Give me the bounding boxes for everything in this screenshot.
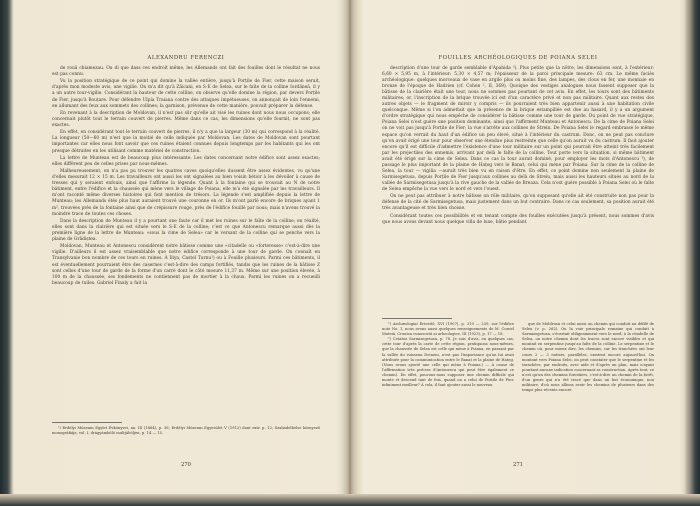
running-head-right: FOUILLES ARCHÉOLOGIQUES DE POIANA SELEI bbox=[438, 55, 598, 61]
left-page-body bbox=[52, 66, 320, 288]
footnote: ²) Archæologiai Értesítő, XVI (1907), p. 219 — 230; sur l'édifice note No. 1, nous avons aussi quelques renseignements de M. Cornel Mateiă, Cronica cunoscută ai arheologice, III (1923), p. 17 — 18. bbox=[382, 322, 514, 337]
footnote: ³) Cetatea Sarmizegetusa, p. 78. Je suis d'avis, en quelques cas, cette tour d'après la carte de cette région, pratiquons nous-mêmes, que la chaussée de Selea est celle qui mène à Poiana, en passant par la vallée du ruisseau Deineni, n'est pas l'importance qu'on lui avait attribuée pour la communication entre le Banat et la plaine de Hațeg. (Nous avons ajouté une celle qui mène à Poiana.) — À cause de l'affirmation très précise d'Antonescu qui peut être également ce chemin). En effet, pouvons-nous supposer une chemin difficile qui monte et descend tant de fois, quand on a celui de Porțile de Fier, infiniment meilleur? À cela, il faut ajouter aussi le nouveau bbox=[382, 337, 514, 388]
paragraph: Moldovan, Munteau et Antonescu considèrent notre bâtisse comme une «citadelle ou «forteresse» c'est-à-dire une vigilie. D'ailleurs il est assez vraisemblable que notre édifice corresponde à une tour de garde. On connaît en Transylvanie bon nombre de ces tours en ruines. À Iliya, Castel Turnu¹) ou à Fouille plusieurs. Parmi ces bâtiments, il est éventuellement pourraient être des casernes c'est-à-dire des camps fortifiés, tandis que les ruines de la bâtisse Z sont celles d'une tour de garde de la forme d'un carré dont le côté mesure 11,37 m. Même sur une position élevée, à 100 m de la chaussée, ses fondements ne contiennent pas de mortier à la chaux. Parmi les ruines on a recueilli beaucoup de tuiles. Gabriel Finaly a fait la bbox=[52, 244, 320, 286]
paragraph: La lettre de Munteau est de beaucoup plus intéressante. Les dates concernant notre édifice sont assez exactes; elles diffèrent peu de celles prises par nous-mêmes. bbox=[52, 155, 320, 167]
left-page bbox=[52, 50, 320, 490]
paragraph: En effet, en considérant tout le terrain couvert de pierres, il n'y a que la largeur (30 m) qui correspond à la réalité. La longueur (50—60 m) n'est que la moitié de celle indiquée par Moldovan. Les dates de Moldovan sont pourtant importantes car elles nous font savoir que ces ruines étaient connues depuis longtemps par les habitants qui les ont presque détruites en les utilisant comme matériel de construction. bbox=[52, 130, 320, 154]
paragraph: Malheureusement, on n'a pas pu trouver les quatres caves quoiqu'elles dussent être assez évidentes, vu qu'une d'elles mesurait 12 × 15 m. Les travailleurs ont aussi les ont signalées au bien voisin bétoir à les dévoiler à cause de tresses qui y seraient enfouis, ainsi que l'affirme la légende. Quant à la fontaine qui se trouvait au N de notre bâtiment, entre l'édifice et la chaussée qui mène vers le village de Poiana, elle m'a été signalée par les travailleurs. Il m'ont raconté même diverses histoires qui font mention de trésors. La légende s'est amplifiée depuis la lettre de Munteau; les Allemands étés plus haut auraient trouvé une couronne en or. Ils m'ont parlé encore de briques ayant 1 m², trouvées près de la fontaine ainsi que de crépissure rouge, près de l'édifice fouillé par nous; mais n'avons trouvé la moindre trace de toutes ces choses. bbox=[52, 169, 320, 217]
footnote-column-right bbox=[522, 322, 654, 393]
footnote-rule bbox=[382, 318, 452, 319]
right-footnotes bbox=[382, 322, 654, 393]
book-bottom-edge bbox=[0, 494, 700, 506]
paragraph: description d'une tour de garde semblable d'Apahida ²). Plus petite que la nôtre, les dimensions sont, à l'extérieur: 6,60 × 5,95 m, à l'intérieur: 5,30 × 4,57 m; l'épaisseur de la paroi principale mesure: 63 cm. Le même faciès archéologique: quelques morceaux de vase en argile plus ou moins fine, des lampes, des clous en fer, une monnaie en bronze de l'époque de Hadrien (cf. Cohen ², II, 369). Quoique des vestiges analogues nous fassent supposer que la bâtisse de la clairière était une tour, nous ne sommes pas pourtant de cet avis. En effet, les tours sont des bâtiments militaires; or, l'inscription de la brique trouvée ici est d'un caractère privé et non pas militaire. Quant aux restes des autres objets — le fragment de miroir y compris — ils pourraient très bien appartenir aussi à une habitation civile quelconque. Même si l'on admettait que la présence de la brique estampillée est due au hasard, il y a un argument d'ordre stratégique qui nous empêche de considérer la bâtisse comme une tour de garde. Du point de vue stratégique, Poiana Selei n'est guère une position dominante, ainsi que l'affirment Munteau et Antonescu. De la cime de Poiana Selei on ne voit pas jusqu'à Porțile de Fier; la vue s'arrête aux collines de Strein. De Poiana Selei le regard embrasse le même espace qu'on verrait du haut d'un édifice un peu élevé, situé à l'intérieur du castrum. Donc, on ne peut pas conclure qu'on avait érigé une tour pour observer une étendue plus restreinte que celle qu'on aurait vu du castrum. Il faut ajouter encore qu'il est difficile d'admettre l'existence d'une tour militaire sur un point qui pourrait être atteint très facilement par les projectiles des ennemis, arrivant par delà le faîte de la colline. Tout porte vers la situation, si même bâtiment avait été érigé sur la cime de Selea. Dans ce cas la tour aurait dominé, pour employer les mots d'Antonescu ³), de passage le plus important de la plaine de Hațeg vers le Banat, celui qui mène par Poiana. Sur la cime de la colline de Selea, la tour — vigilia —aurait très bien vu en raison d'être. En effet, ce point domine non seulement la plaine de Sarmisegetusa, depuis Porțile de Fier jusqu'aux collines au delà de Streiu, mais aussi les hauteurs situés au nord de la vallée de Sarmisegetusa jusqu'à la rive gauche de la vallée de Breaza. Cela n'est guère possible à Poiana Selei où le faîte de Selea empêche la vue vers le nord et vers l'ouest. bbox=[382, 66, 654, 192]
book-left-edge bbox=[0, 0, 14, 506]
right-page-body bbox=[382, 66, 654, 227]
paragraph: de rouă chiamezau. Ou di que dass ces endroit même, les Allemands ont fait des fouilles dont le résultat ne nous est pas connu. bbox=[52, 66, 320, 78]
paragraph: Considérant toutes ces possibilités et en tenant compte des fouilles exécutées jusqu'à présent, nous sommes d'avis que nous avons devant nous quelque villa de luxe, bâtie pendant bbox=[382, 213, 654, 225]
paragraph: En revenant à la description de Moldovan, il n'est pas sûr qu'elle ait visé les ruines dont nous nous occupons; elle concernait plutôt tout le terrain couvert de pierres. Même dans ce cas, les dimensions qu'elle fournit, ne sont pas exactes. bbox=[52, 110, 320, 129]
right-page bbox=[382, 50, 654, 490]
footnote-rule bbox=[52, 422, 122, 423]
paragraph: Dans la description de Munteau il y a pourtant une faute car il met les ruines sur le faîte de la colline; en réalité, elles sont dans la clairière qui est située vers le S-E de la colline; c'est ce que Antonescu remarque aussi dès la première ligne de la lettre de Munteau: «sous la cime de Selea» car le versant de la colline qui se penche vers la plaine de Grădiștea. bbox=[52, 218, 320, 243]
footnote-column-left bbox=[382, 322, 514, 393]
book-gutter bbox=[342, 0, 358, 506]
footnote: ¹) Erdélyi Múzeum Egylet Évkönyvei, an. III (1864), p. 36; Erdélyi Múzeum Egyesület V (1912) dont extr. p. 12; Szabadelbelse környező monográfiája, vol. I, drágyámbóló multjábóljen, p. 14 — 15. bbox=[52, 426, 320, 436]
left-footnotes bbox=[52, 426, 320, 436]
paragraph: Vu la position stratégique de ce point qui domine la vallée entière, jusqu'à Porțile de Fier, cette maison serait, d'après mon modeste avis, une vigilie. On m'a dit qu'à Zăicani, en S-E de Selea, sur le faîte de la colline Iordăneă, il y a un autre tour-vigilie. Considérant la hauteur de cette colline, on observe qu'elle domine la région, par devers Porțile de Fier, jusqu'à Bouțare. Pour défendre Ulpia Traiana contre des attaques impétueuses, on annonçait de loin l'ennemi, en allumant des feux aux sommets des collines; la garnison, prévenue de cette manière, pouvait préparer la défense. bbox=[52, 79, 320, 109]
book-right-edge bbox=[684, 0, 700, 506]
page-number-right: 271 bbox=[513, 462, 523, 468]
paragraph: On ne peut pas attribuer à notre bâtisse un rôle militaire, qu'on supposant qu'elle ait été construite non pas pour la défense de la cité de Sarmisegetusa, mais justement dans un but contraire. Dans ce cas seulement, sa position aurait été très avantageuse et très bien choisie. bbox=[382, 194, 654, 212]
footnote: que de Meldrusu et celui aussi un chemin qui conduit au défilé de Selea (v. p. 262). On la voie principale romaine qui conduit à Sarmizegetusa, s'écartait obligeamment vers le nord, à la citadelle de Selea, on notre chemin dont les traces sont encore visibles et qui montait en serpentine jusqu'au faîte de la colline. Le serpentine et le chemin où, pour mieux dire, les chemins, car les tranchées ont leur cours 2 — 3 entiers, parallèles, existent encore aujourd'hui. On montant vers Poiana Selei, on peut constater que le serpentine et les tranchées, par endroits, avec aide et d'après un plan, mais n'ayant pourtant aucune indication concernant sa construction. Après tout, ce n'est qu'un des chemins forestiers, c'est-à-dire un chemin de la forêt, d'un genre qui n'a été tracé que dans un but économique, non militaire, d'où nous allions avoir les chemins de plusieurs dans des temps plus récents encore. bbox=[522, 322, 654, 393]
running-head-left: ALEXANDRU FERENCZI bbox=[147, 55, 225, 61]
page-number-left: 270 bbox=[181, 462, 191, 468]
